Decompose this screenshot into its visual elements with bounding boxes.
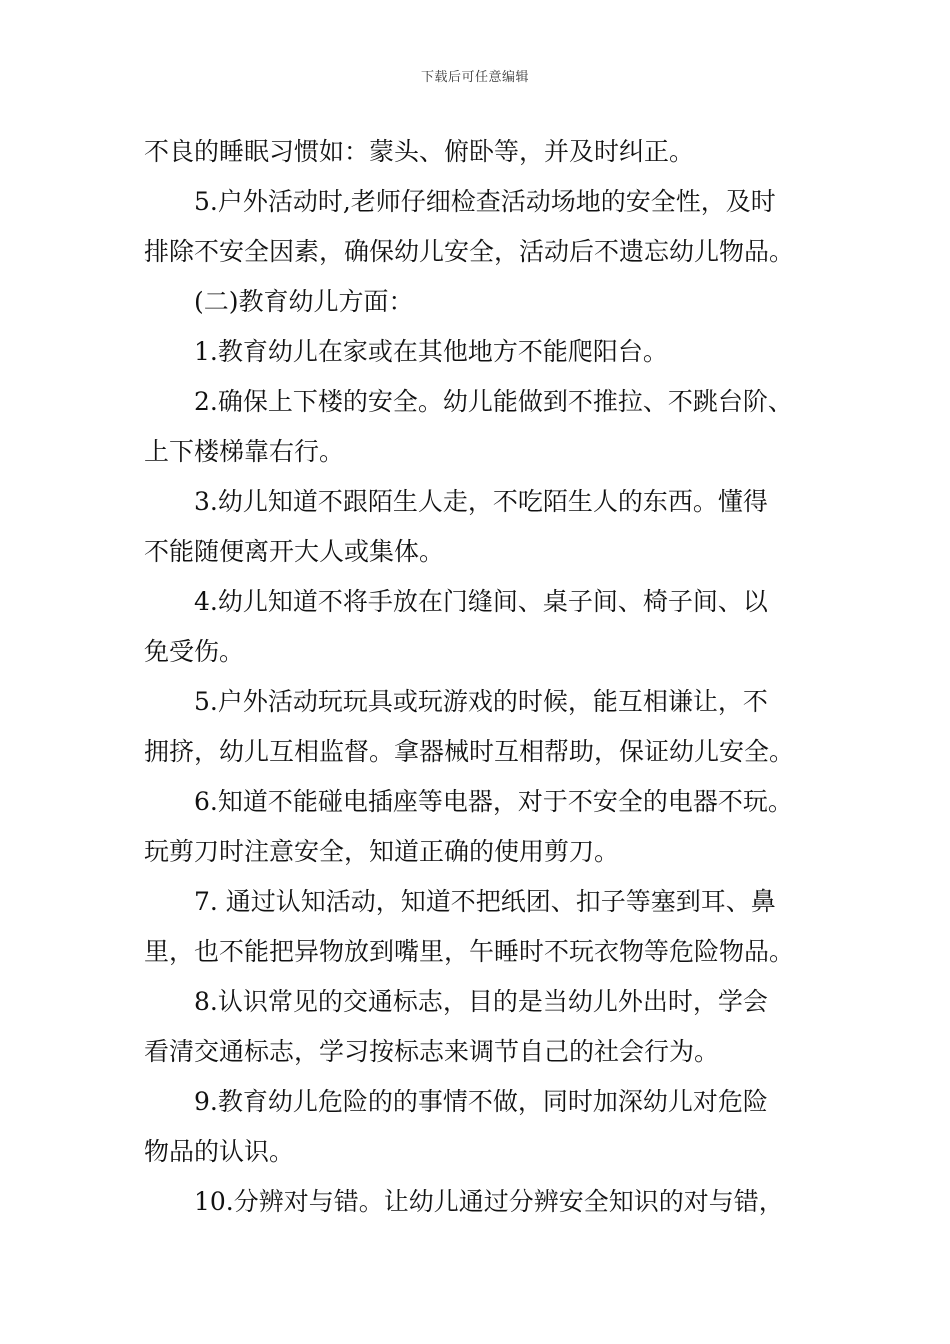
- text-line: 7. 通过认知活动，知道不把纸团、扣子等塞到耳、鼻: [194, 887, 776, 916]
- text-line: 1.教育幼儿在家或在其他地方不能爬阳台。: [194, 337, 668, 366]
- text-line: 玩剪刀时注意安全，知道正确的使用剪刀。: [144, 837, 620, 866]
- text-line: 排除不安全因素，确保幼儿安全，活动后不遗忘幼儿物品。: [144, 237, 795, 266]
- text-line: 上下楼梯靠右行。: [144, 437, 345, 466]
- page-header: 下载后可任意编辑: [420, 70, 529, 85]
- text-line: (二)教育幼儿方面：: [194, 287, 414, 316]
- document-body: [144, 127, 808, 1227]
- text-line: 5.户外活动玩玩具或玩游戏的时候，能互相谦让，不: [194, 687, 768, 716]
- text-line: 拥挤，幼儿互相监督。拿器械时互相帮助，保证幼儿安全。: [144, 737, 795, 766]
- text-line: 9.教育幼儿危险的的事情不做，同时加深幼儿对危险: [194, 1087, 768, 1116]
- text-line: 3.幼儿知道不跟陌生人走，不吃陌生人的东西。懂得: [194, 487, 768, 516]
- text-line: 物品的认识。: [144, 1137, 295, 1166]
- text-line: 不良的睡眠习惯如：蒙头、俯卧等，并及时纠正。: [144, 137, 695, 166]
- text-line: 4.幼儿知道不将手放在门缝间、桌子间、椅子间、以: [194, 587, 768, 616]
- text-line: 看清交通标志，学习按标志来调节自己的社会行为。: [144, 1037, 720, 1066]
- text-line: 8.认识常见的交通标志，目的是当幼儿外出时，学会: [194, 987, 768, 1016]
- text-line: 不能随便离开大人或集体。: [144, 537, 445, 566]
- text-line: 10.分辨对与错。让幼儿通过分辨安全知识的对与错，: [194, 1187, 784, 1216]
- text-line: 5.户外活动时,老师仔细检查活动场地的安全性，及时: [194, 187, 776, 216]
- text-line: 6.知道不能碰电插座等电器，对于不安全的电器不玩。: [194, 787, 793, 816]
- text-line: 里，也不能把异物放到嘴里，午睡时不玩衣物等危险物品。: [144, 937, 795, 966]
- text-line: 2.确保上下楼的安全。幼儿能做到不推拉、不跳台阶、: [194, 387, 793, 416]
- text-line: 免受伤。: [144, 637, 245, 666]
